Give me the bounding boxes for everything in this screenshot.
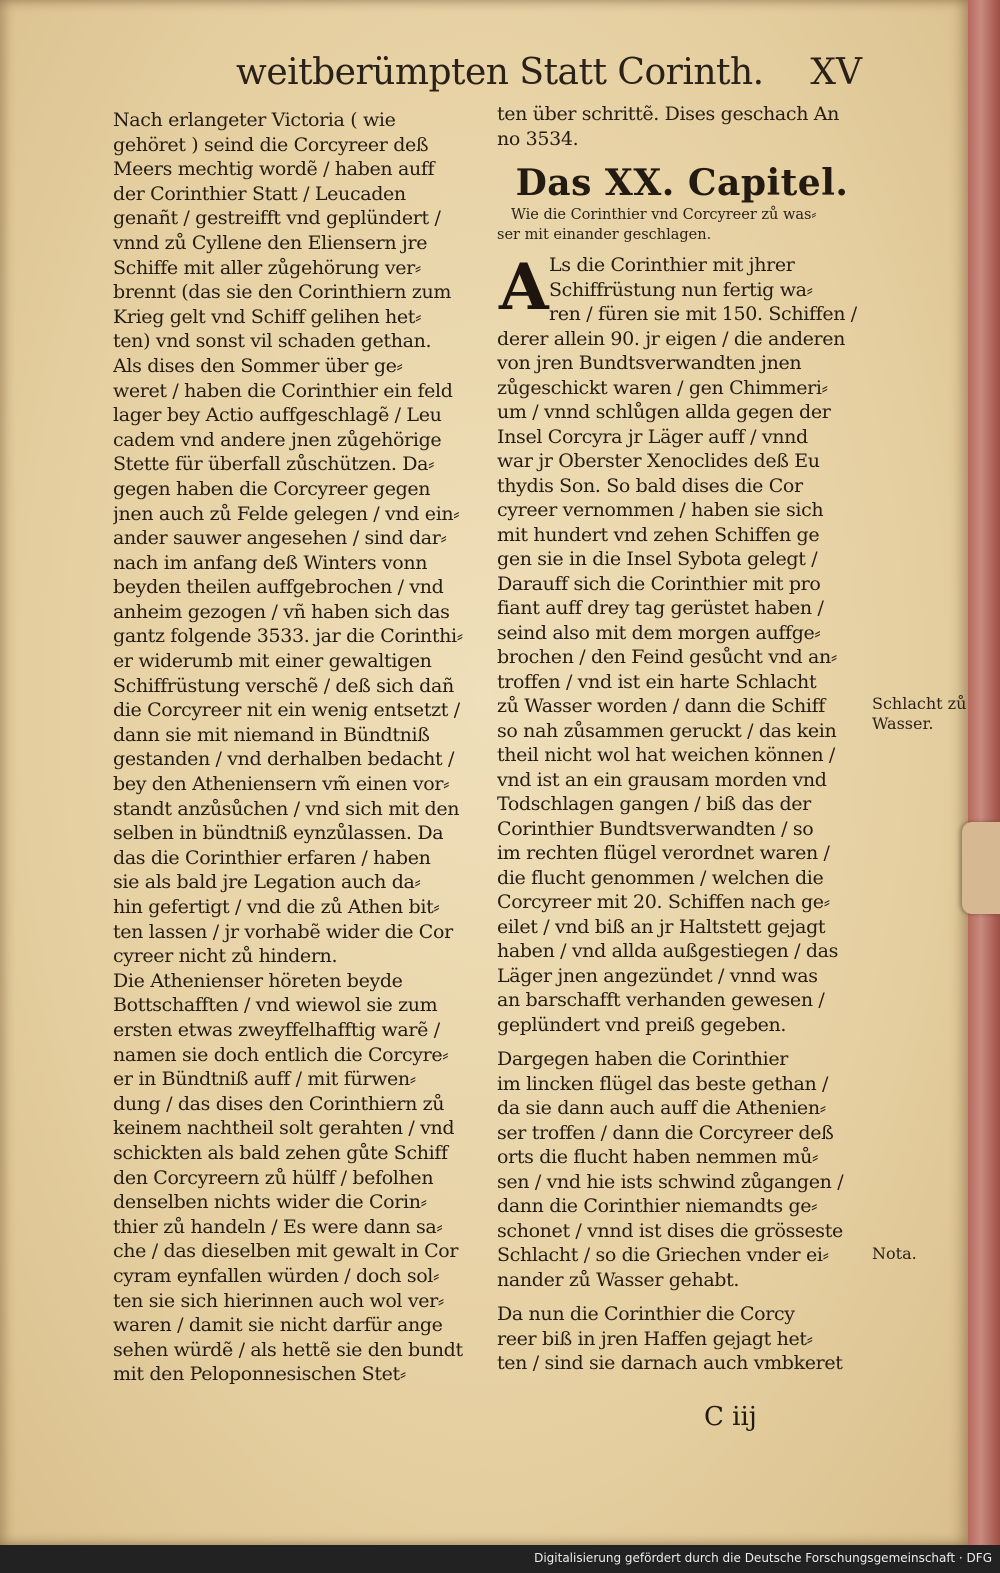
dropcap-paragraph	[497, 250, 867, 327]
text-line: er in Bündtniß auff / mit fürwen⸗	[113, 1068, 416, 1091]
right-text-column	[497, 102, 867, 1376]
text-line: Corinthier Bundtsverwandten / so	[497, 817, 814, 840]
text-line: Corcyreer mit 20. Schiffen nach ge⸗	[497, 891, 830, 913]
text-line: denselben nichts wider die Corin⸗	[113, 1191, 427, 1214]
text-line: anheim gezogen / vñ haben sich das	[113, 600, 450, 623]
text-line: Die Athenienser höreten beyde	[113, 969, 403, 992]
page-clip	[962, 822, 1000, 914]
chapter-subtitle-line-2: ser mit einander geschlagen.	[497, 227, 712, 243]
text-line: Krieg gelt vnd Schiff gelihen het⸗	[113, 305, 422, 328]
text-line: vnd ist an ein grausam morden vnd	[497, 768, 827, 791]
text-line: mit den Peloponnesischen Stet⸗	[113, 1363, 406, 1386]
text-line: derer allein 90. jr eigen / die anderen	[497, 327, 846, 350]
left-text-column	[113, 108, 483, 1387]
text-line: gen sie in die Insel Sybota gelegt /	[497, 548, 818, 570]
text-line: selben in bündtniß eynzůlassen. Da	[113, 822, 444, 845]
margin-note-line: Schlacht zů	[872, 694, 967, 713]
text-line: gantz folgende 3533. jar die Corinthi⸗	[113, 625, 463, 648]
text-line: dann sie mit niemand in Bündtniß	[113, 723, 430, 746]
text-line: theil nicht wol hat weichen können /	[497, 744, 835, 766]
text-line: haben / vnd allda außgestiegen / das	[497, 940, 839, 962]
chapter-subtitle-line-1: Wie die Corinthier vnd Corcyreer zů was⸗	[511, 207, 817, 223]
text-line: Da nun die Corinthier die Corcy	[497, 1303, 795, 1325]
text-line: die flucht genommen / welchen die	[497, 866, 824, 889]
text-line: Ls die Corinthier mit jhrer	[549, 254, 795, 276]
text-line: seind also mit dem morgen auffge⸗	[497, 621, 821, 644]
text-line: cyram eynfallen würden / doch sol⸗	[113, 1264, 440, 1287]
text-line: Nach erlangeter Victoria ( wie	[113, 109, 396, 131]
footer-credit: Digitalisierung gefördert durch die Deutsche Forschungsgemeinschaft · DFG	[534, 1551, 992, 1565]
footer-bar	[0, 1545, 1000, 1573]
text-line: ten / sind sie darnach auch vmbkeret	[497, 1352, 843, 1374]
text-line: den Corcyreern zů hülff / befolhen	[113, 1166, 434, 1189]
text-line: reer biß in jren Haffen gejagt het⸗	[497, 1327, 813, 1350]
text-line: standt anzůsůchen / vnd sich mit den	[113, 797, 460, 820]
text-line: Schiffe mit aller zůgehörung ver⸗	[113, 256, 421, 279]
text-line: sen / vnd hie ists schwind zůgangen /	[497, 1170, 844, 1193]
text-line: so nah zůsammen geruckt / das kein	[497, 719, 837, 742]
text-line: weret / haben die Corinthier ein feld	[113, 379, 453, 402]
text-line: Läger jnen angezündet / vnnd was	[497, 964, 818, 987]
text-line: nach im anfang deß Winters vonn	[113, 551, 428, 574]
text-line: ser troffen / dann die Corcyreer deß	[497, 1121, 834, 1144]
text-line: im rechten flügel verordnet waren /	[497, 842, 830, 864]
text-line: ten sie sich hierinnen auch wol ver⸗	[113, 1289, 444, 1312]
text-line: beyden theilen auffgebrochen / vnd	[113, 576, 444, 599]
text-line: mit hundert vnd zehen Schiffen ge	[497, 523, 820, 546]
text-line: fiant auff drey tag gerüstet haben /	[497, 597, 824, 619]
text-line: che / das dieselben mit gewalt in Cor	[113, 1240, 459, 1263]
text-line: nander zů Wasser gehabt.	[497, 1268, 740, 1291]
text-line: Bottschafften / vnd wiewol sie zum	[113, 994, 438, 1017]
text-line: bey den Atheniensern vm̃ einen vor⸗	[113, 773, 450, 796]
dropcap-initial: A	[499, 250, 549, 325]
text-line: gestanden / vnd derhalben bedacht /	[113, 748, 455, 771]
text-line: da sie dann auch auff die Athenien⸗	[497, 1097, 826, 1119]
text-line: Darauff sich die Corinthier mit pro	[497, 572, 821, 595]
folio-number: XV	[810, 52, 862, 93]
text-line: keinem nachtheil solt gerahten / vnd	[113, 1117, 455, 1140]
book-edge	[968, 0, 1000, 1545]
text-line: brennt (das sie den Corinthiern zum	[113, 281, 452, 304]
text-line: troffen / vnd ist ein harte Schlacht	[497, 670, 817, 693]
text-line: er widerumb mit einer gewaltigen	[113, 650, 432, 673]
text-line: lager bey Actio auffgeschlagẽ / Leu	[113, 404, 442, 427]
text-line: Stette für überfall zůschützen. Da⸗	[113, 453, 435, 476]
margin-note-battle	[872, 694, 966, 734]
text-line: thydis Son. So bald dises die Cor	[497, 474, 803, 497]
text-line: cyreer nicht zů hindern.	[113, 945, 338, 968]
text-line: dann die Corinthier niemandts ge⸗	[497, 1195, 818, 1217]
text-line: no 3534.	[497, 127, 579, 150]
text-line: Schlacht / so die Griechen vnder ei⸗	[497, 1244, 829, 1266]
text-line: jnen auch zů Felde gelegen / vnd ein⸗	[113, 502, 460, 525]
text-line: brochen / den Feind gesůcht vnd an⸗	[497, 646, 837, 668]
text-line: namen sie doch entlich die Corcyre⸗	[113, 1043, 449, 1066]
text-line: zů Wasser worden / dann die Schiff	[497, 695, 825, 717]
text-line: cadem vnd andere jnen zůgehörige	[113, 428, 442, 451]
text-line: Schiffrüstung verschẽ / deß sich dañ	[113, 674, 454, 697]
text-line: um / vnnd schlůgen allda gegen der	[497, 401, 831, 423]
text-line: dung / das dises den Corinthiern zů	[113, 1092, 445, 1115]
text-line: schonet / vnnd ist dises die grösseste	[497, 1219, 843, 1242]
text-line: waren / damit sie nicht darfür ange	[113, 1314, 443, 1337]
text-line: war jr Oberster Xenoclides deß Eu	[497, 450, 820, 472]
text-line: genañt / gestreifft vnd geplündert /	[113, 207, 441, 230]
signature-mark: C iij	[704, 1402, 757, 1432]
text-line: Todschlagen gangen / biß das der	[497, 793, 811, 815]
text-line: Als dises den Sommer über ge⸗	[113, 354, 403, 377]
text-line: sie als bald jre Legation auch da⸗	[113, 871, 421, 894]
margin-note-line: Wasser.	[872, 714, 934, 733]
text-line: schickten als bald zehen gůte Schiff	[113, 1141, 448, 1164]
text-line: die Corcyreer nit ein wenig entsetzt /	[113, 699, 460, 722]
margin-note-nota: Nota.	[872, 1244, 917, 1263]
text-line: sehen würdẽ / als hettẽ sie den bundt	[113, 1338, 463, 1361]
text-line: thier zů handeln / Es were dann sa⸗	[113, 1215, 443, 1238]
text-line: gegen haben die Corcyreer gegen	[113, 477, 431, 500]
text-line: Insel Corcyra jr Läger auff / vnnd	[497, 425, 808, 448]
text-line: ten über schrittẽ. Dises geschach An	[497, 103, 840, 125]
running-title: weitberümpten Statt Corinth.	[236, 52, 764, 93]
text-line: orts die flucht haben nemmen mů⸗	[497, 1146, 819, 1168]
text-line: cyreer vernommen / haben sie sich	[497, 499, 824, 521]
text-line: an barschafft verhanden gewesen /	[497, 989, 825, 1011]
text-line: der Corinthier Statt / Leucaden	[113, 182, 406, 205]
text-line: zůgeschickt waren / gen Chimmeri⸗	[497, 376, 828, 399]
text-line: ten lassen / jr vorhabẽ wider die Cor	[113, 920, 453, 943]
text-line: das die Corinthier erfaren / haben	[113, 846, 431, 869]
text-line: ten) vnd sonst vil schaden gethan.	[113, 330, 432, 353]
text-line: ander sauwer angesehen / sind dar⸗	[113, 527, 447, 550]
text-line: ren / füren sie mit 150. Schiffen /	[549, 303, 857, 325]
text-line: im lincken flügel das beste gethan /	[497, 1072, 829, 1095]
page-header	[200, 52, 880, 100]
text-line: Meers mechtig wordẽ / haben auff	[113, 158, 435, 181]
text-line: von jren Bundtsverwandten jnen	[497, 352, 802, 374]
text-line: geplündert vnd preiß gegeben.	[497, 1013, 787, 1036]
text-line: vnnd zů Cyllene den Eliensern jre	[113, 231, 428, 254]
text-line: gehöret ) seind die Corcyreer deß	[113, 133, 429, 156]
text-line: hin gefertigt / vnd die zů Athen bit⸗	[113, 896, 440, 918]
text-line: eilet / vnd biß an jr Haltstett gejagt	[497, 915, 826, 938]
chapter-title: Das XX. Capitel.	[515, 162, 849, 204]
text-line: Dargegen haben die Corinthier	[497, 1048, 789, 1070]
text-line: ersten etwas zweyffelhafftig warẽ /	[113, 1018, 440, 1041]
text-line: Schiffrüstung nun fertig wa⸗	[549, 278, 813, 301]
